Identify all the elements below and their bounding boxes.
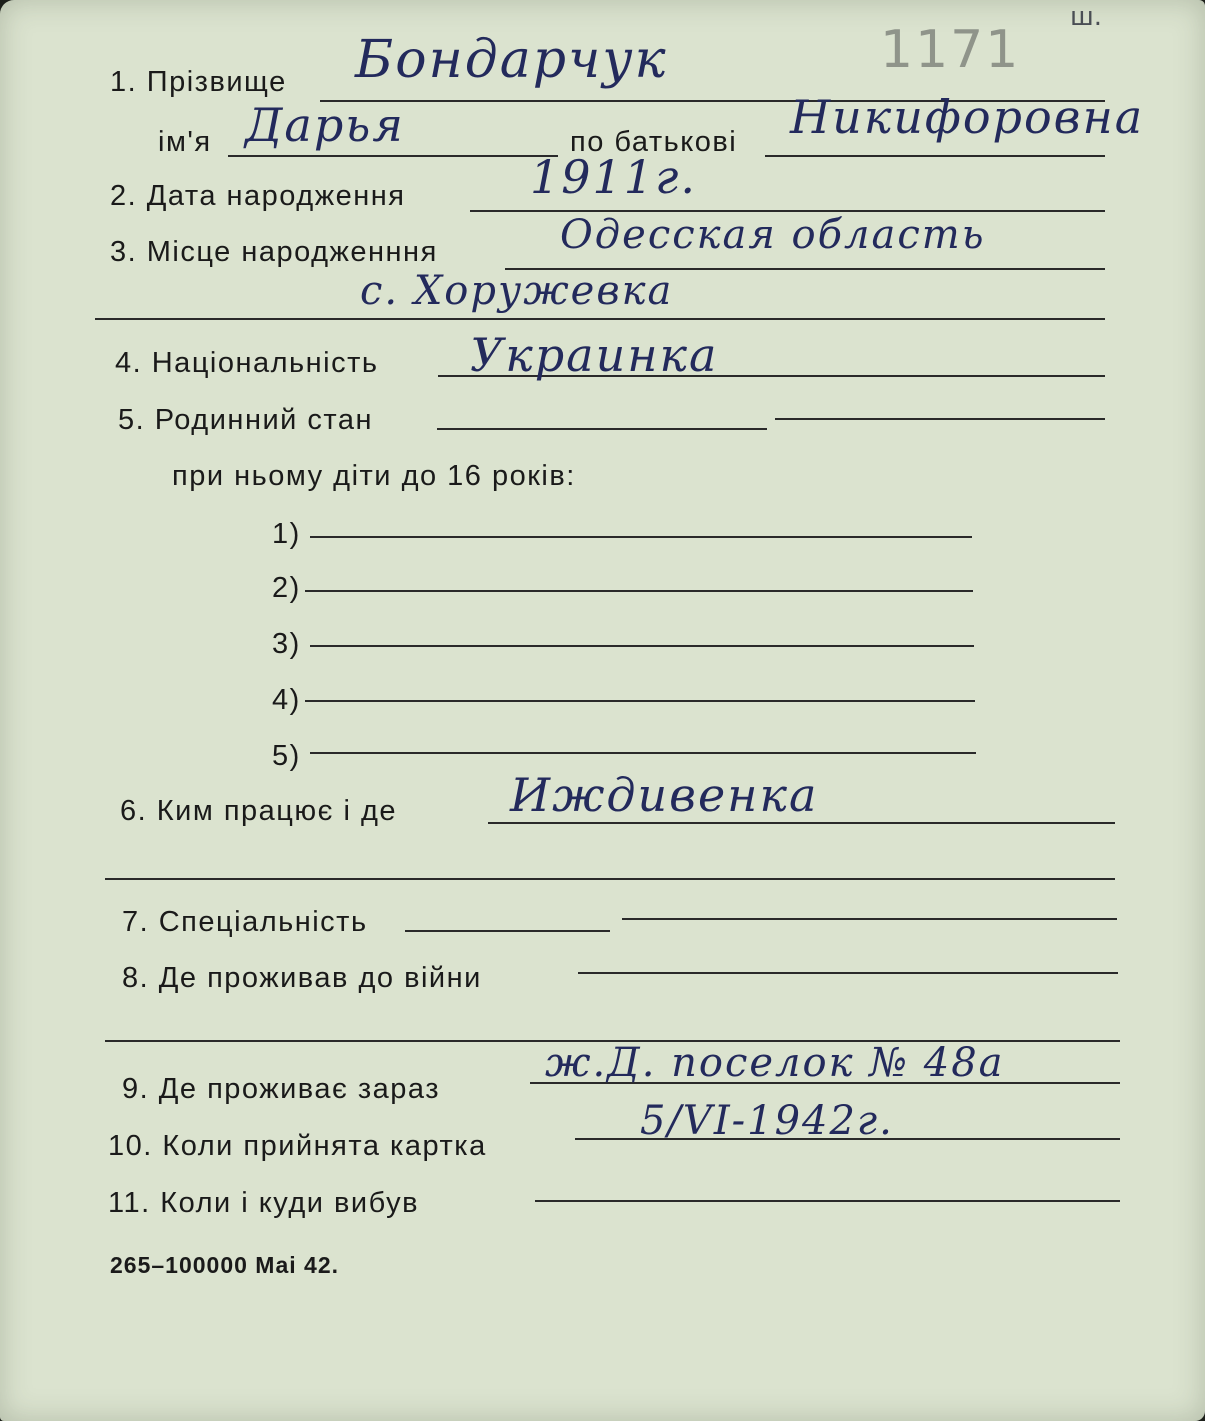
surname-value: Бондарчук — [355, 30, 668, 90]
child-5-line — [310, 752, 976, 754]
name-value: Дарья — [245, 98, 405, 152]
name-label: ім'я — [158, 126, 212, 158]
archive-number: 1171 — [880, 20, 1021, 80]
current-residence-label: 9. Де проживає зараз — [122, 1073, 441, 1105]
family-status-label: 5. Родинний стан — [118, 404, 374, 436]
specialty-line-1 — [405, 930, 610, 932]
birthdate-value: 1911г. — [530, 150, 697, 204]
child-1-line — [310, 536, 972, 538]
child-2-line — [305, 590, 973, 592]
children-label: при ньому діти до 16 років: — [172, 460, 576, 492]
child-1-label: 1) — [272, 518, 301, 550]
card-accepted-value: 5/VI-1942г. — [640, 1098, 894, 1144]
work-line — [488, 822, 1115, 824]
child-2-label: 2) — [272, 572, 301, 604]
departure-line — [535, 1200, 1120, 1202]
prewar-residence-line — [578, 972, 1118, 974]
birthplace-value-1: Одесская область — [560, 212, 986, 258]
child-3-label: 3) — [272, 628, 301, 660]
family-status-line-2 — [775, 418, 1105, 420]
departure-label: 11. Коли і куди вибув — [108, 1187, 419, 1219]
birthplace-label: 3. Місце народженння — [110, 236, 438, 268]
child-4-line — [305, 700, 975, 702]
birthplace-line-2 — [95, 318, 1105, 320]
prewar-residence-label: 8. Де проживав до війни — [122, 962, 482, 994]
nationality-value: Украинка — [470, 328, 719, 382]
patronymic-label: по батькові — [570, 126, 738, 158]
specialty-label: 7. Спеціальність — [122, 906, 368, 938]
work-line-2 — [105, 878, 1115, 880]
name-line — [228, 155, 558, 157]
current-residence-value: ж.Д. поселок № 48а — [545, 1040, 1005, 1086]
card-accepted-label: 10. Коли прийнята картка — [108, 1130, 487, 1162]
child-3-line — [310, 645, 974, 647]
birthplace-value-2: с. Хоружевка — [360, 268, 674, 314]
patronymic-line — [765, 155, 1105, 157]
work-value: Иждивенка — [510, 768, 819, 822]
work-label: 6. Ким працює і де — [120, 795, 398, 827]
surname-label: 1. Прізвище — [110, 66, 287, 98]
specialty-line-2 — [622, 918, 1117, 920]
print-run-footer: 265–100000 Mai 42. — [110, 1252, 340, 1278]
birthdate-label: 2. Дата народження — [110, 180, 406, 212]
patronymic-value: Никифоровна — [790, 90, 1145, 144]
family-status-line-1 — [437, 428, 767, 430]
child-5-label: 5) — [272, 740, 301, 772]
child-4-label: 4) — [272, 684, 301, 716]
archive-suffix: ш. — [1070, 2, 1103, 32]
nationality-label: 4. Національність — [115, 347, 379, 379]
